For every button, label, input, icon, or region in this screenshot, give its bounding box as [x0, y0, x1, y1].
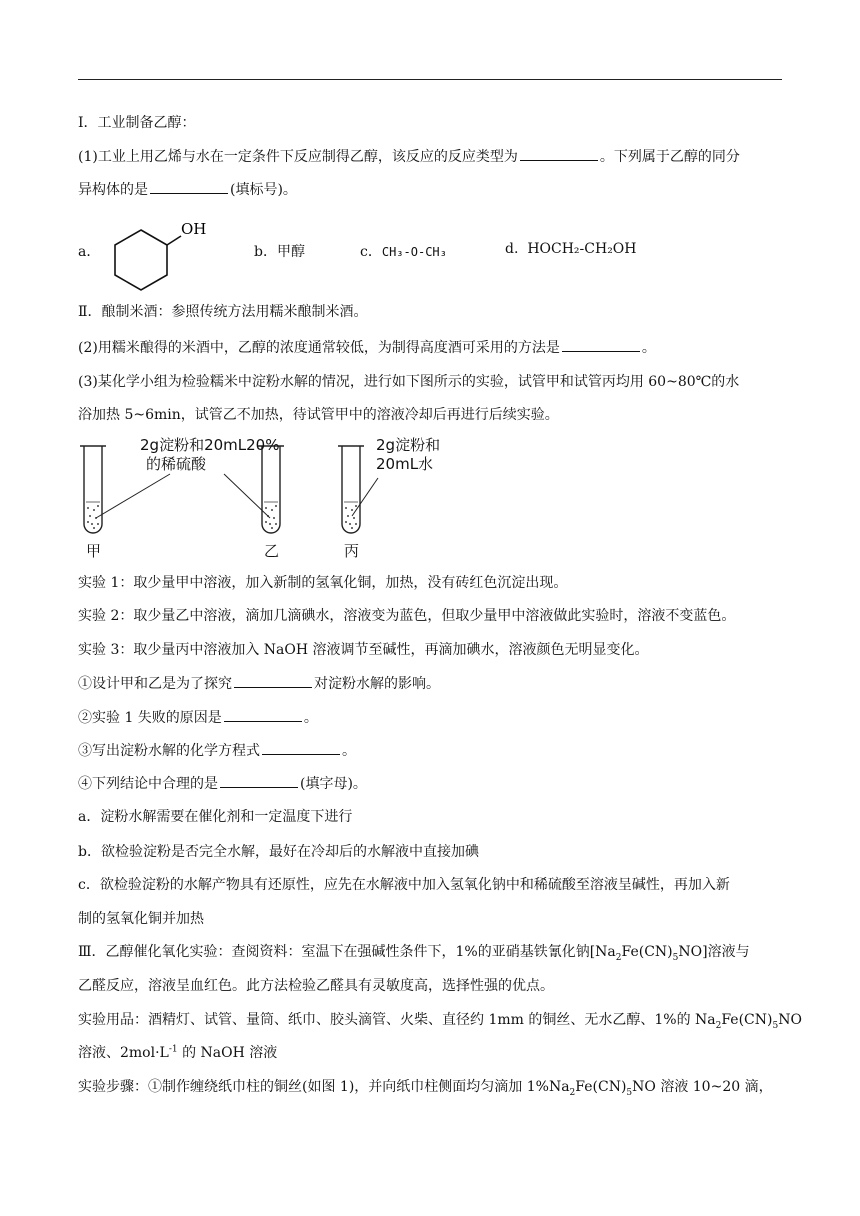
figure-label-left-1: 2g淀粉和20mL20%	[140, 436, 280, 454]
leader-line-yi	[224, 474, 270, 518]
option-c-formula: CH₃-O-CH₃	[381, 245, 447, 259]
q1-line2: 异构体的是 (填标号)。	[78, 179, 297, 200]
answer-blank[interactable]	[562, 337, 640, 352]
figure-label-right-1: 2g淀粉和	[376, 436, 441, 454]
section3-line1: Ⅲ．乙醇催化氧化实验：查阅资料：室温下在强碱性条件下，1%的亚硝基铁氰化钠$[Na_2Fe(CN)_5NO]$溶液与	[78, 944, 750, 963]
experiment-3: 实验 3：取少量丙中溶液加入 NaOH 溶液调节至碱性，再滴加碘水，溶液颜色无明显变化。	[78, 642, 649, 658]
hexagon-ring	[115, 230, 167, 290]
sub-question-1: ①设计甲和乙是为了探究 对淀粉水解的影响。	[78, 673, 440, 694]
answer-blank[interactable]	[262, 740, 340, 755]
option-d: d. HOCH₂-CH₂OH	[505, 241, 637, 257]
tube-label-bing: 丙	[344, 542, 360, 560]
option-d-formula: HOCH₂-CH₂OH	[527, 241, 637, 257]
choice-c-line1: c．欲检验淀粉的水解产物具有还原性，应先在水解液中加入氢氧化钠中和稀硫酸至溶液呈碱性，再加入新	[78, 877, 730, 893]
sub-question-2: ②实验 1 失败的原因是 。	[78, 707, 318, 728]
test-tube-yi	[258, 446, 284, 533]
q1-line1: (1)工业上用乙烯与水在一定条件下反应制得乙醇，该反应的反应类型为 。下列属于乙醇的同分	[78, 146, 740, 167]
q3-line1: (3)某化学小组为检验糯米中淀粉水解的情况，进行如下图所示的实验，试管甲和试管丙均用 60~80℃的水	[78, 374, 740, 390]
experiment-1: 实验 1：取少量甲中溶液，加入新制的氢氧化铜，加热，没有砖红色沉淀出现。	[78, 575, 568, 591]
figure-label-left-2: 的稀硫酸	[146, 455, 207, 473]
section3-steps-line1: 实验步骤：①制作缠绕纸巾柱的铜丝(如图 1)，并向纸巾柱侧面均匀滴加 $1\%Na_2Fe(CN)_5NO$ 溶液 10~20 滴，	[78, 1079, 773, 1098]
sub-question-4: ④下列结论中合理的是 (填字母)。	[78, 773, 367, 794]
option-c: c．CH₃-O-CH₃	[360, 244, 447, 260]
oh-bond	[167, 236, 181, 245]
answer-blank[interactable]	[224, 707, 302, 722]
cyclohexanol-structure	[104, 216, 214, 292]
answer-blank[interactable]	[150, 179, 228, 194]
section3-materials-line2: 溶液、$2mol\cdot L^{-1}$ 的 NaOH 溶液	[78, 1044, 278, 1061]
answer-blank[interactable]	[220, 773, 298, 788]
test-tube-jia	[80, 446, 106, 533]
section1-heading: Ⅰ．工业制备乙醇：	[78, 115, 196, 131]
section2-heading: Ⅱ．酿制米酒：参照传统方法用糯米酿制米酒。	[78, 304, 368, 320]
figure-label-right-2: 20mL水	[376, 455, 434, 473]
leader-line-bing	[352, 478, 378, 516]
option-a-label: a．	[78, 244, 101, 260]
experiment-2: 实验 2：取少量乙中溶液，滴加几滴碘水，溶液变为蓝色，但取少量甲中溶液做此实验时，溶液不变蓝色。	[78, 608, 736, 624]
section3-materials-line1: 实验用品：酒精灯、试管、量筒、纸巾、胶头滴管、火柴、直径约 1mm 的铜丝、无水乙醇、1%的 $Na_2Fe(CN)_5NO$	[78, 1012, 802, 1031]
section3-line2: 乙醛反应，溶液呈血红色。此方法检验乙醛具有灵敏度高，选择性强的优点。	[78, 978, 554, 994]
sub-question-3: ③写出淀粉水解的化学方程式 。	[78, 740, 356, 761]
header-rule	[78, 79, 782, 80]
q3-line2: 浴加热 5~6min，试管乙不加热，待试管甲中的溶液冷却后再进行后续实验。	[78, 407, 559, 423]
q2-line: (2)用糯米酿得的米酒中，乙醇的浓度通常较低，为制得高度酒可采用的方法是 。	[78, 337, 656, 358]
answer-blank[interactable]	[234, 673, 312, 688]
leader-line-jia	[96, 474, 170, 518]
oh-label: OH	[181, 220, 207, 238]
option-b: b．甲醇	[254, 244, 305, 260]
test-tube-bing	[338, 446, 364, 533]
choice-a: a．淀粉水解需要在催化剂和一定温度下进行	[78, 809, 353, 825]
choice-c-line2: 制的氢氧化铜并加热	[78, 911, 204, 927]
tube-label-jia: 甲	[86, 542, 102, 560]
choice-b: b．欲检验淀粉是否完全水解，最好在冷却后的水解液中直接加碘	[78, 844, 479, 860]
tube-label-yi: 乙	[264, 542, 280, 560]
answer-blank[interactable]	[520, 146, 598, 161]
